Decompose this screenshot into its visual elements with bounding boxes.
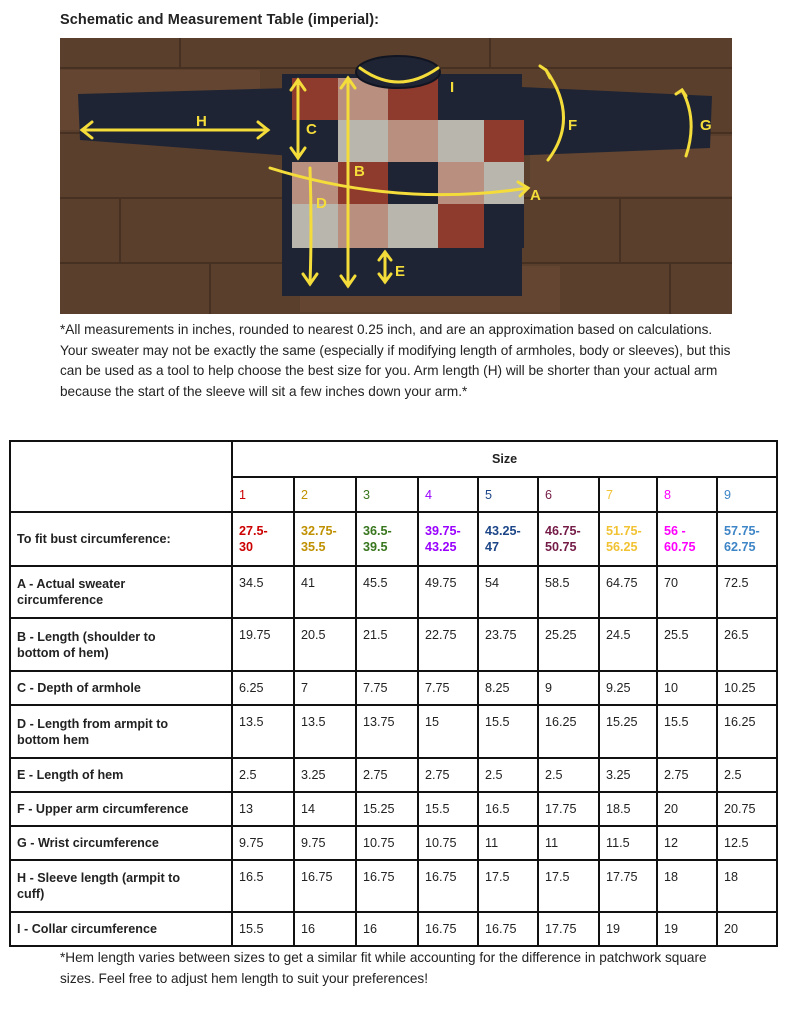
measurement-row xyxy=(10,618,777,671)
size-number-cell: 8 xyxy=(657,477,717,512)
size-number-cell: 6 xyxy=(538,477,599,512)
measurement-value: 64.75 xyxy=(599,566,657,618)
label-f: F xyxy=(568,117,578,134)
measurement-value: 19 xyxy=(599,912,657,946)
measurement-value: 14 xyxy=(294,792,356,826)
measurement-value: 20.5 xyxy=(294,618,356,671)
measurement-value: 3.25 xyxy=(294,758,356,792)
measurement-label-line-2: circumference xyxy=(17,593,104,607)
label-a: A xyxy=(530,187,541,204)
measurement-value: 10.75 xyxy=(418,826,478,860)
measurement-value: 16.75 xyxy=(478,912,538,946)
measurement-label xyxy=(10,705,232,758)
size-number-cell: 4 xyxy=(418,477,478,512)
bust-range-cell xyxy=(657,512,717,566)
measurement-row xyxy=(10,705,777,758)
measurement-label-line-1: E - Length of hem xyxy=(17,768,124,782)
measurement-value: 17.75 xyxy=(599,860,657,912)
measurement-value: 21.5 xyxy=(356,618,418,671)
measurement-label xyxy=(10,566,232,618)
measurement-value: 15.5 xyxy=(232,912,294,946)
measurement-value: 2.75 xyxy=(418,758,478,792)
measurement-value: 20 xyxy=(717,912,777,946)
measurement-label xyxy=(10,912,232,946)
bust-range-min: 51.75- xyxy=(606,524,642,538)
size-number-cell: 1 xyxy=(232,477,294,512)
measurement-value: 12 xyxy=(657,826,717,860)
measurement-value: 16.25 xyxy=(538,705,599,758)
measurement-row xyxy=(10,792,777,826)
bust-row xyxy=(10,512,777,566)
measurement-value: 8.25 xyxy=(478,671,538,705)
measurement-value: 17.5 xyxy=(478,860,538,912)
measurement-value: 16.75 xyxy=(418,912,478,946)
measurement-value: 11 xyxy=(538,826,599,860)
measurement-value: 24.5 xyxy=(599,618,657,671)
measurement-value: 16.25 xyxy=(717,705,777,758)
size-header: Size xyxy=(232,441,777,477)
measurement-table xyxy=(9,440,778,947)
label-b: B xyxy=(354,163,365,180)
measurement-label-line-2: bottom hem xyxy=(17,732,90,747)
measurement-value: 20 xyxy=(657,792,717,826)
measurement-row xyxy=(10,671,777,705)
measurement-value: 22.75 xyxy=(418,618,478,671)
measurement-value: 11.5 xyxy=(599,826,657,860)
measurement-value: 7 xyxy=(294,671,356,705)
measurement-value: 26.5 xyxy=(717,618,777,671)
measurement-value: 17.75 xyxy=(538,792,599,826)
measurement-value: 70 xyxy=(657,566,717,618)
hem-footnote: *Hem length varies between sizes to get a similar fit while accounting for the difference in patchwork square sizes. Feel free to adjust hem length to suit your preferences! xyxy=(60,950,707,986)
size-number-cell: 5 xyxy=(478,477,538,512)
bust-label: To fit bust circumference: xyxy=(10,512,232,566)
measurement-value: 15.25 xyxy=(599,705,657,758)
label-i: I xyxy=(450,79,455,96)
bust-range-min: 39.75- xyxy=(425,524,461,538)
bust-range-max: 62.75 xyxy=(724,540,756,554)
measurement-value: 15.5 xyxy=(657,705,717,758)
measurement-value: 10 xyxy=(657,671,717,705)
measurement-label-line-1: I - Collar circumference xyxy=(17,922,157,936)
measurement-value: 25.25 xyxy=(538,618,599,671)
label-d: D xyxy=(316,195,327,212)
measurement-value: 2.5 xyxy=(232,758,294,792)
bust-range-max: 47 xyxy=(485,540,500,554)
measurement-value: 45.5 xyxy=(356,566,418,618)
measurement-value: 19.75 xyxy=(232,618,294,671)
measurement-note: *All measurements in inches, rounded to nearest 0.25 inch, and are an approximation based on calculations. Your sweater may not be exactly the same (especially if modifying length of armholes, body or sleeves), but this can be used as a tool to help choose the best size for you. Arm length (H) will be shorter than your actual arm because the start of the sleeve will sit a few inches down your arm.* xyxy=(60,322,731,399)
measurement-value: 72.5 xyxy=(717,566,777,618)
bust-range-min: 43.25- xyxy=(485,524,521,538)
size-number-cell: 7 xyxy=(599,477,657,512)
bust-range-max: 60.75 xyxy=(664,540,696,554)
measurement-value: 2.5 xyxy=(538,758,599,792)
measurement-value: 2.5 xyxy=(478,758,538,792)
label-c: C xyxy=(306,121,317,138)
measurement-table-body xyxy=(10,441,777,946)
measurement-label xyxy=(10,671,232,705)
sweater-photo xyxy=(60,38,732,314)
measurement-value: 34.5 xyxy=(232,566,294,618)
measurement-value: 7.75 xyxy=(418,671,478,705)
blank-corner-cell xyxy=(10,441,232,512)
measurement-value: 15.5 xyxy=(478,705,538,758)
measurement-label xyxy=(10,618,232,671)
measurement-value: 9 xyxy=(538,671,599,705)
measurement-value: 2.75 xyxy=(356,758,418,792)
measurement-value: 17.75 xyxy=(538,912,599,946)
measurement-value: 16.5 xyxy=(478,792,538,826)
label-h: H xyxy=(196,113,207,130)
measurement-value: 18 xyxy=(657,860,717,912)
measurement-row xyxy=(10,758,777,792)
measurement-label-line-1: G - Wrist circumference xyxy=(17,836,159,850)
measurement-value: 10.75 xyxy=(356,826,418,860)
measurement-value: 41 xyxy=(294,566,356,618)
measurement-label xyxy=(10,826,232,860)
measurement-value: 25.5 xyxy=(657,618,717,671)
measurement-value: 16.75 xyxy=(356,860,418,912)
measurement-label-line-1: B - Length (shoulder to xyxy=(17,629,156,644)
measurement-value: 7.75 xyxy=(356,671,418,705)
size-number-cell: 3 xyxy=(356,477,418,512)
measurement-label-line-2: cuff) xyxy=(17,887,45,901)
measurement-row xyxy=(10,912,777,946)
bust-range-min: 56 - xyxy=(664,524,686,538)
bust-range-min: 36.5- xyxy=(363,524,392,538)
bust-range-min: 57.75- xyxy=(724,524,760,538)
measurement-value: 23.75 xyxy=(478,618,538,671)
measurement-label xyxy=(10,860,232,912)
bust-range-max: 35.5 xyxy=(301,540,326,554)
bust-range-min: 27.5- xyxy=(239,524,268,538)
sweater-schematic-image xyxy=(60,38,732,314)
measurement-value: 15.25 xyxy=(356,792,418,826)
measurement-value: 16.5 xyxy=(232,860,294,912)
size-header-row xyxy=(10,441,777,477)
measurement-value: 16 xyxy=(356,912,418,946)
size-number-cell: 9 xyxy=(717,477,777,512)
measurement-value: 16 xyxy=(294,912,356,946)
bust-range-cell xyxy=(294,512,356,566)
measurement-value: 15.5 xyxy=(418,792,478,826)
measurement-value: 13.5 xyxy=(294,705,356,758)
bust-range-cell xyxy=(478,512,538,566)
measurement-value: 2.75 xyxy=(657,758,717,792)
size-number-cell: 2 xyxy=(294,477,356,512)
measurement-label-line-2: bottom of hem) xyxy=(17,645,109,660)
measurement-label-line-1: D - Length from armpit to xyxy=(17,716,169,731)
measurement-value: 2.5 xyxy=(717,758,777,792)
bust-range-cell xyxy=(356,512,418,566)
measurement-value: 18.5 xyxy=(599,792,657,826)
measurement-value: 20.75 xyxy=(717,792,777,826)
measurement-value: 58.5 xyxy=(538,566,599,618)
bust-range-min: 46.75- xyxy=(545,524,581,538)
measurement-value: 11 xyxy=(478,826,538,860)
bust-range-max: 50.75 xyxy=(545,540,577,554)
label-g: G xyxy=(700,117,712,134)
measurement-label-line-1: C - Depth of armhole xyxy=(17,681,141,695)
measurement-value: 16.75 xyxy=(418,860,478,912)
measurement-value: 18 xyxy=(717,860,777,912)
page-title: Schematic and Measurement Table (imperial): xyxy=(60,12,380,28)
measurement-value: 16.75 xyxy=(294,860,356,912)
measurement-value: 9.75 xyxy=(232,826,294,860)
bust-range-cell xyxy=(232,512,294,566)
measurement-value: 12.5 xyxy=(717,826,777,860)
measurement-value: 13.75 xyxy=(356,705,418,758)
bust-range-max: 56.25 xyxy=(606,540,638,554)
bust-range-min: 32.75- xyxy=(301,524,337,538)
measurement-value: 15 xyxy=(418,705,478,758)
bust-range-cell xyxy=(599,512,657,566)
bust-range-cell xyxy=(538,512,599,566)
measurement-value: 19 xyxy=(657,912,717,946)
measurement-value: 17.5 xyxy=(538,860,599,912)
bust-range-max: 39.5 xyxy=(363,540,388,554)
measurement-value: 13 xyxy=(232,792,294,826)
measurement-label-line-1: H - Sleeve length (armpit to xyxy=(17,871,181,885)
label-e: E xyxy=(395,263,406,280)
measurement-row xyxy=(10,860,777,912)
measurement-value: 6.25 xyxy=(232,671,294,705)
bust-range-cell xyxy=(418,512,478,566)
measurement-value: 9.25 xyxy=(599,671,657,705)
measurement-value: 54 xyxy=(478,566,538,618)
measurement-value: 10.25 xyxy=(717,671,777,705)
measurement-value: 3.25 xyxy=(599,758,657,792)
measurement-label-line-1: A - Actual sweater xyxy=(17,577,126,591)
bust-range-max: 43.25 xyxy=(425,540,457,554)
measurement-value: 13.5 xyxy=(232,705,294,758)
measurement-label xyxy=(10,758,232,792)
measurement-value: 49.75 xyxy=(418,566,478,618)
measurement-label xyxy=(10,792,232,826)
bust-range-max: 30 xyxy=(239,540,254,554)
measurement-label-line-1: F - Upper arm circumference xyxy=(17,802,189,816)
measurement-value: 9.75 xyxy=(294,826,356,860)
bust-range-cell xyxy=(717,512,777,566)
measurement-row xyxy=(10,826,777,860)
measurement-row xyxy=(10,566,777,618)
